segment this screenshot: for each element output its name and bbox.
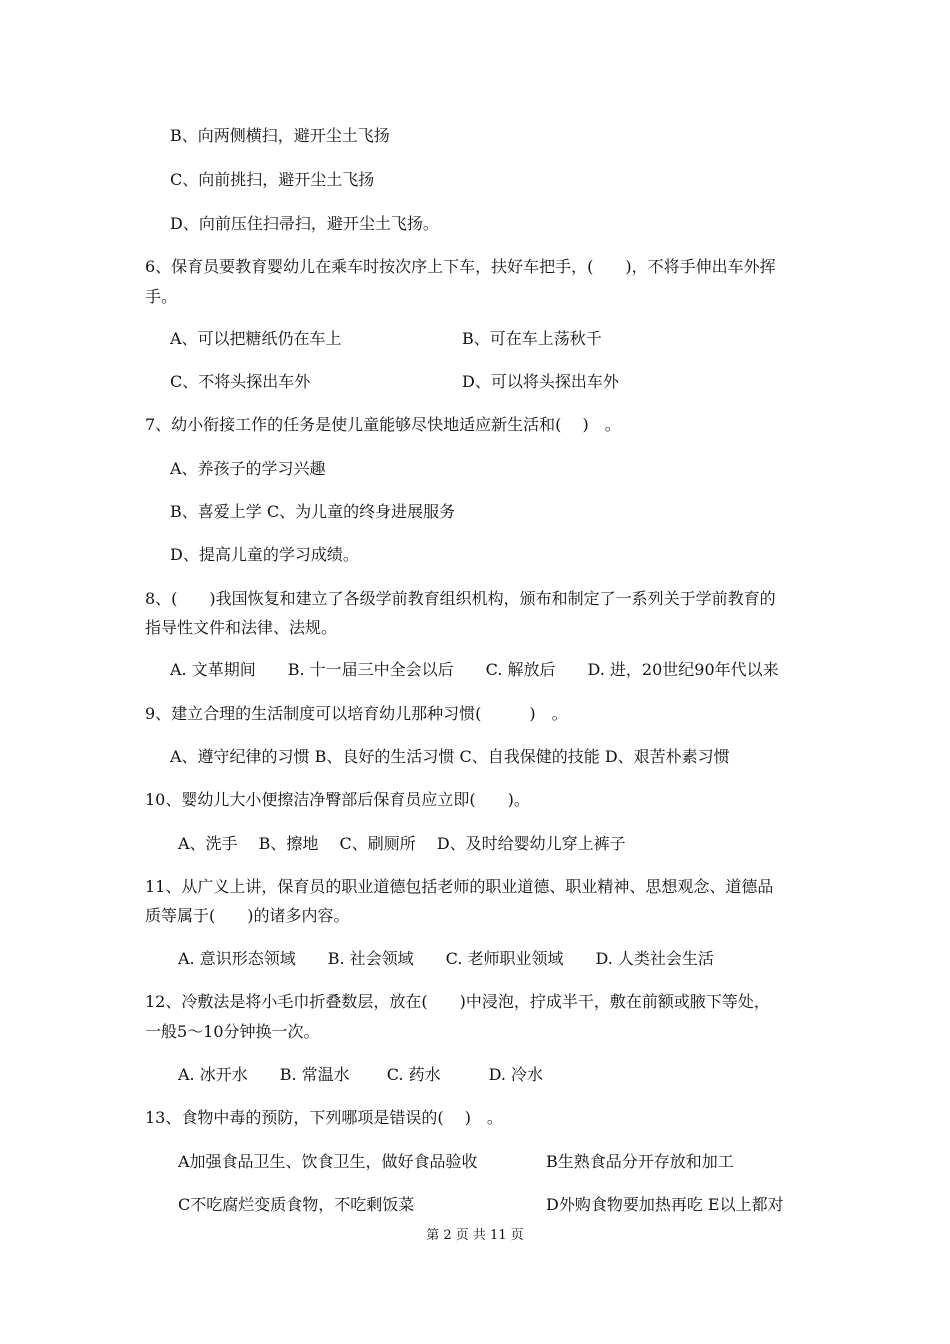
q11-stem-line2: 质等属于( )的诸多内容。 [145,906,350,925]
q8-options: A. 文革期间 B. 十一届三中全会以后 C. 解放后 D. 进，20世纪90年代以来 [170,660,779,679]
q10-stem: 10、婴幼儿大小便擦洁净臀部后保育员应立即( )。 [145,790,530,809]
q11-stem-line1: 11、从广义上讲，保育员的职业道德包括老师的职业道德、职业精神、思想观念、道德品 [145,877,774,896]
q6-stem-line1: 6、保育员要教育婴幼儿在乘车时按次序上下车，扶好车把手，( )，不将手伸出车外挥 [145,257,776,276]
q7-stem: 7、幼小衔接工作的任务是使儿童能够尽快地适应新生活和( ) 。 [145,415,621,434]
q13-option-a: A加强食品卫生、饮食卫生，做好食品验收 [178,1152,478,1171]
q6-option-c: C、不将头探出车外 [170,372,311,391]
q13-option-de: D外购食物要加热再吃 E以上都对 [546,1195,784,1214]
q6-option-a: A、可以把糖纸仍在车上 [170,329,342,348]
q8-stem-line1: 8、( )我国恢复和建立了各级学前教育组织机构，颁布和制定了一系列关于学前教育的 [145,589,776,608]
q12-options: A. 冰开水 B. 常温水 C. 药水 D. 冷水 [178,1065,544,1084]
page-footer: 第 2 页 共 11 页 [426,1228,524,1243]
q6-option-d: D、可以将头探出车外 [462,372,619,391]
q13-stem: 13、食物中毒的预防，下列哪项是错误的( ) 。 [145,1108,503,1127]
q9-options: A、遵守纪律的习惯 B、良好的生活习惯 C、自我保健的技能 D、艰苦朴素习惯 [170,747,730,766]
q6-option-b: B、可在车上荡秋千 [462,329,602,348]
q11-options: A. 意识形态领域 B. 社会领域 C. 老师职业领域 D. 人类社会生活 [178,949,714,968]
q10-options: A、洗手 B、擦地 C、刷厕所 D、及时给婴幼儿穿上裤子 [178,834,626,853]
q7-option-a: A、养孩子的学习兴趣 [170,459,326,478]
q13-option-b: B生熟食品分开存放和加工 [546,1152,734,1171]
q5-option-b: B、向两侧横扫，避开尘土飞扬 [170,126,390,145]
q12-stem-line1: 12、冷敷法是将小毛巾折叠数层，放在( )中浸泡，拧成半干，敷在前额或腋下等处， [145,992,770,1011]
q7-option-d: D、提高儿童的学习成绩。 [170,545,359,564]
q13-option-c: C不吃腐烂变质食物，不吃剩饭菜 [178,1195,415,1214]
q5-option-c: C、向前挑扫，避开尘土飞扬 [170,170,375,189]
q9-stem: 9、建立合理的生活制度可以培育幼儿那种习惯( ) 。 [145,704,568,723]
q5-option-d: D、向前压住扫帚扫，避开尘土飞扬。 [170,214,439,233]
q12-stem-line2: 一般5～10分钟换一次。 [145,1022,320,1041]
q6-stem-line2: 手。 [145,287,178,306]
q8-stem-line2: 指导性文件和法律、法规。 [145,618,338,637]
q7-option-bc: B、喜爱上学 C、为儿童的终身进展服务 [170,502,456,521]
